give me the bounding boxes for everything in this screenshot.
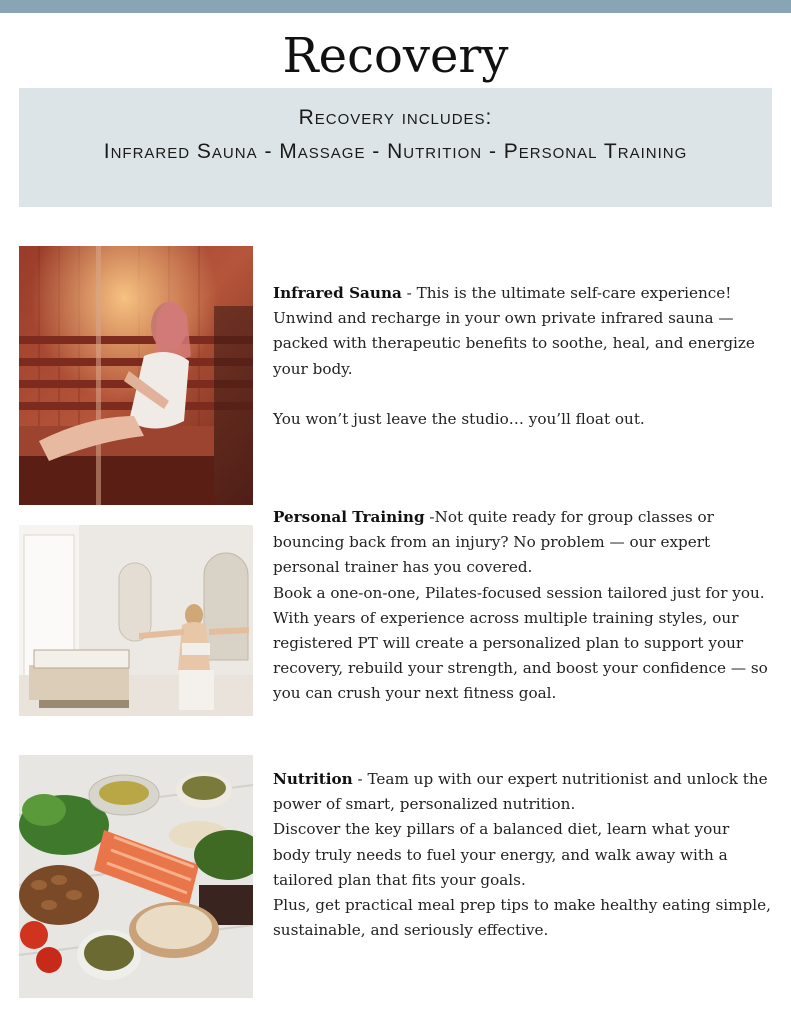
banner-services-list: Infrared Sauna - Massage - Nutrition - Personal Training	[103, 140, 688, 163]
personal-training-heading: Personal Training	[273, 508, 425, 526]
infrared-sauna-tagline: You won’t just leave the studio… you’ll float out.	[273, 409, 645, 428]
banner-intro: Recovery includes:	[298, 106, 493, 129]
personal-training-intro: Personal Training -Not quite ready for group classes or bouncing back from an injury? No problem — our expert personal trainer has you covered.	[273, 508, 714, 577]
nutrition-intro: Nutrition - Team up with our expert nutritionist and unlock the power of smart, personalized nutrition.	[273, 770, 768, 814]
personal-training-section	[273, 505, 771, 707]
infrared-sauna-text: Infrared Sauna - This is the ultimate self-care experience! Unwind and recharge in your own private infrared sauna — packed with therapeutic benefits to soothe, heal, and energize your body.	[273, 284, 755, 378]
nutrition-body: Discover the key pillars of a balanced diet, learn what your body truly needs to fuel your energy, and walk away with a tailored plan that fits your goals.	[273, 820, 730, 889]
infrared-sauna-section	[273, 281, 771, 432]
infrared-sauna-heading: Infrared Sauna	[273, 284, 402, 302]
top-accent-bar	[0, 0, 791, 13]
personal-training-photo	[19, 525, 253, 716]
nutrition-photo	[19, 755, 253, 998]
infrared-sauna-photo	[19, 246, 253, 505]
services-banner	[19, 88, 772, 207]
nutrition-heading: Nutrition	[273, 770, 353, 788]
nutrition-section	[273, 767, 771, 943]
page-title: Recovery	[282, 28, 509, 84]
personal-training-body: Book a one-on-one, Pilates-focused session tailored just for you. With years of experience across multiple training styles, our registered PT will create a personalized plan to support your recovery, rebuild your strength, and boost your confidence — so you can crush your next fitness goal.	[273, 583, 768, 703]
nutrition-meal-prep: Plus, get practical meal prep tips to make healthy eating simple, sustainable, and seriously effective.	[273, 896, 771, 940]
